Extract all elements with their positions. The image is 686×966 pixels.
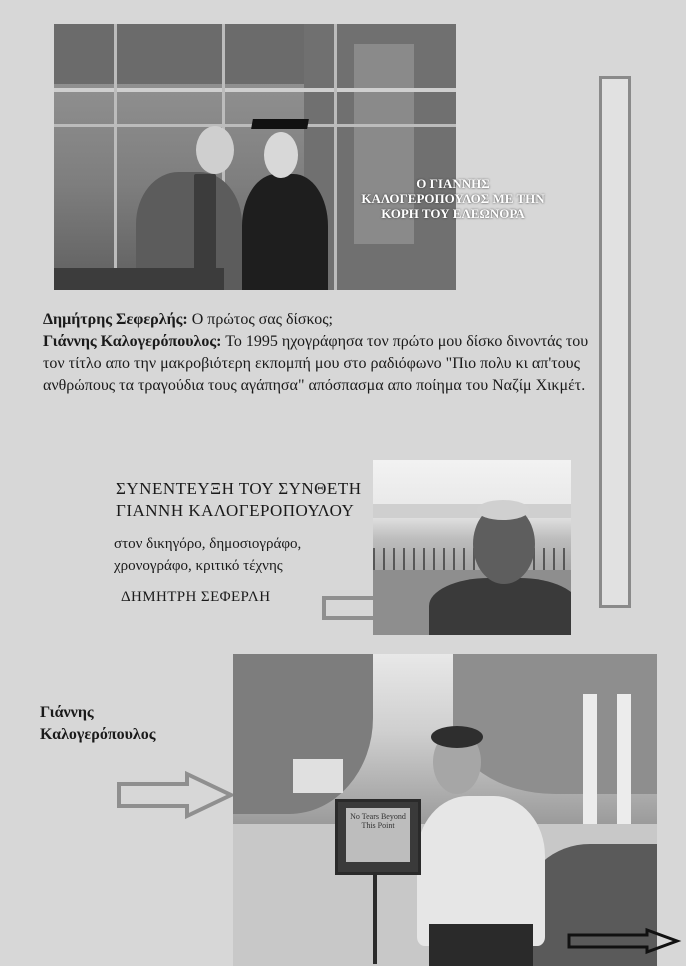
- question-text: Ο πρώτος σας δίσκος;: [187, 311, 333, 328]
- portrait-photo: [373, 460, 571, 635]
- name-line-2: Καλογερόπουλος: [40, 726, 156, 743]
- composer-name: [40, 702, 156, 746]
- sign-board: [335, 799, 421, 875]
- title-line-1: ΣΥΝΕΝΤΕΥΞΗ ΤΟΥ ΣΥΝΘΕΤΗ: [116, 479, 362, 498]
- arrow-right-icon: [117, 772, 237, 818]
- subtitle-line-1: στον δικηγόρο, δημοσιογράφο,: [114, 536, 302, 552]
- photo-caption: Ο ΓΙΑΝΝΗΣ ΚΑΛΟΓΕΡΟΠΟΥΛΟΣ ΜΕ ΤΗΝ ΚΟΡΗ ΤΟΥ ΕΛΕΩΝΟΡΑ: [361, 176, 545, 221]
- answer-speaker: Γιάννης Καλογερόπουλος:: [43, 333, 222, 350]
- subtitle-line-2: χρονογράφο, κριτικό τέχνης: [114, 558, 283, 574]
- interviewer-description: [114, 533, 301, 577]
- answer-paragraph: [43, 331, 603, 397]
- name-line-1: Γιάννης: [40, 704, 94, 721]
- question-paragraph: [43, 309, 603, 331]
- interviewer-name: ΔΗΜΗΤΡΗ ΣΕΦΕΡΛΗ: [121, 589, 271, 605]
- vertical-bar-shape: [599, 76, 631, 608]
- arrow-right-black-icon: [567, 929, 681, 953]
- question-speaker: Δημήτρης Σεφερλής:: [43, 311, 188, 328]
- interview-text: [43, 309, 603, 397]
- answer-text: Το 1995 ηχογράφησα τον πρώτο μου δίσκο δινοντάς του τον τίτλο απο την μακροβιότερη εκπομπή μου στο ραδιόφωνο "Πιο πολυ κι απ'τους ανθρώπους τα τραγούδια τους αγάπησα" απόσπασμα απο ποίημα του Ναζίμ Χικμέτ.: [43, 333, 589, 394]
- graduation-photo: [54, 24, 456, 290]
- garden-photo: [233, 654, 657, 966]
- sign-text: No Tears Beyond This Point: [346, 808, 410, 862]
- title-line-2: ΓΙΑΝΝΗ ΚΑΛΟΓΕΡΟΠΟΥΛΟΥ: [116, 501, 355, 520]
- interview-title: [116, 478, 396, 522]
